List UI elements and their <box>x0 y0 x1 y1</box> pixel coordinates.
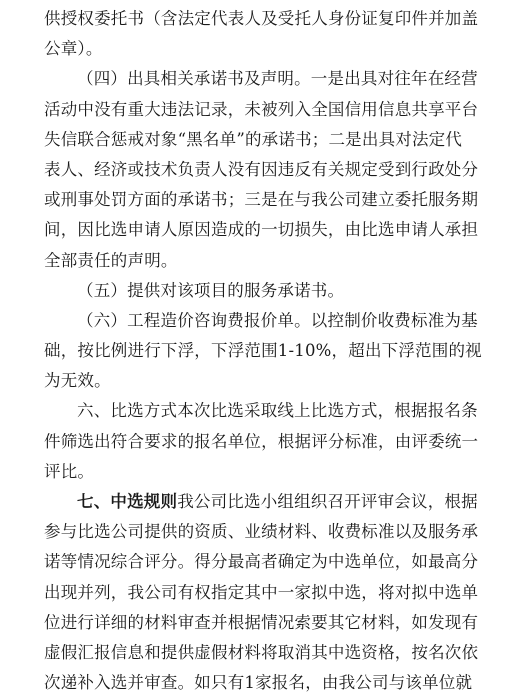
line-text: 位进行详细的材料审查并根据情况索要其它材料，如发现有 <box>44 612 479 632</box>
section-heading: 七、中选规则 <box>77 492 178 511</box>
line-text: 虚假汇报信息和提供虚假材料将取消其中选资格，按名次依 <box>44 642 479 662</box>
text-line <box>44 4 479 34</box>
line-text: （四）出具相关承诺书及声明。一是出具对往年在经营 <box>77 69 478 89</box>
line-text: 表人、经济或技术负责人没有因违反有关规定受到行政处分 <box>44 159 479 179</box>
text-line <box>44 34 471 64</box>
paragraph-start-line <box>44 306 478 336</box>
line-text: 活动中没有重大违法记录，未被列入全国信用信息共享平台 <box>44 99 479 119</box>
line-text: 失信联合惩戒对象“黑名单”的承诺书；二是出具对法定代 <box>44 129 463 149</box>
line-text: 我公司比选小组组织召开评审会议，根据 <box>177 492 478 511</box>
line-text: 六、比选方式本次比选采取线上比选方式，根据报名条 <box>77 401 478 421</box>
paragraph-start-line <box>44 276 471 306</box>
text-line <box>44 95 479 125</box>
text-line <box>44 336 482 366</box>
line-text: （五）提供对该项目的服务承诺书。 <box>77 280 345 300</box>
text-line <box>44 155 479 185</box>
text-line <box>44 366 471 396</box>
line-text: 或刑事处罚方面的承诺书；三是在与我公司建立委托服务期 <box>44 190 479 210</box>
text-line <box>44 457 471 487</box>
line-text: 件筛选出符合要求的报名单位，根据评分标准，由评委统一 <box>44 431 479 451</box>
text-line <box>44 427 479 457</box>
text-line <box>44 668 471 698</box>
paragraph-start-line <box>44 487 478 517</box>
text-line <box>44 215 479 245</box>
line-text: 供授权委托书（含法定代表人及受托人身份证复印件并加盖 <box>44 9 479 28</box>
line-text: 础，按比例进行下浮，下浮范围1-10%，超出下浮范围的视 <box>44 341 482 361</box>
text-line <box>44 185 479 215</box>
text-line <box>44 578 479 608</box>
text-line <box>44 608 479 638</box>
line-text: 诺等情况综合评分。得分最高者确定为中选单位，如最高分 <box>44 552 479 572</box>
line-text: 公章）。 <box>44 39 103 59</box>
line-text: 出现并列，我公司有权指定其中一家拟中选，将对拟中选单 <box>44 582 479 602</box>
line-text: 参与比选公司提供的资质、业绩材料、收费标准以及服务承 <box>44 522 479 542</box>
line-text: 间，因比选申请人原因造成的一切损失，由比选申请人承担 <box>44 220 479 240</box>
line-text: 评比。 <box>44 461 95 481</box>
line-text: 为无效。 <box>44 371 111 391</box>
line-text: 次递补入选并审查。如只有1家报名，由我公司与该单位就 <box>44 673 473 693</box>
text-line <box>44 125 471 155</box>
paragraph-start-line <box>44 64 478 94</box>
line-text: 全部责任的声明。 <box>44 250 178 270</box>
paragraph-start-line <box>44 396 478 426</box>
text-line <box>44 547 479 577</box>
line-text: （六）工程造价咨询费报价单。以控制价收费标准为基 <box>77 310 478 330</box>
text-line <box>44 246 471 276</box>
text-line <box>44 517 479 547</box>
